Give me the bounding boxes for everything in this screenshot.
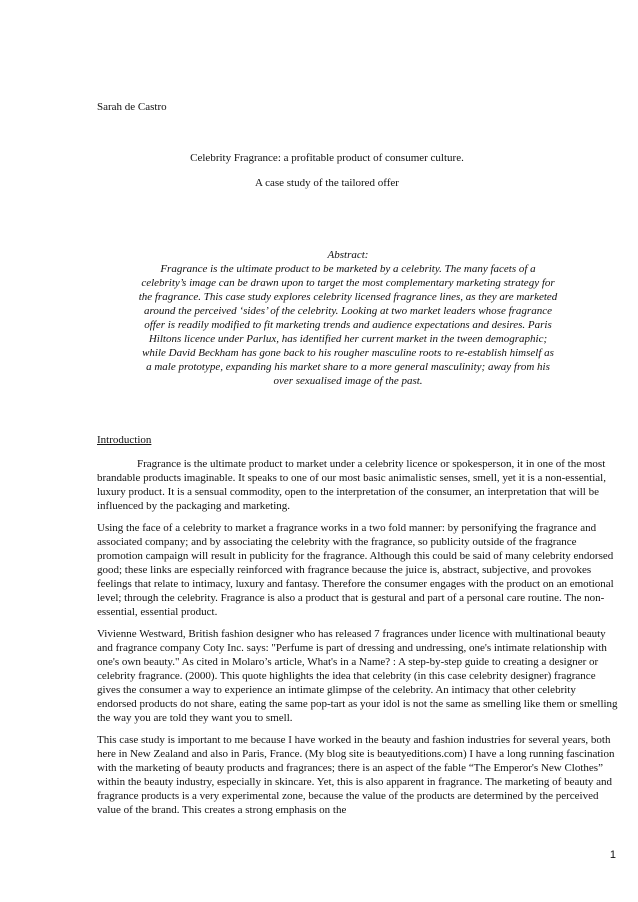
abstract-block: [138, 248, 558, 388]
paper-title: Celebrity Fragrance: a profitable product of consumer culture.: [190, 152, 464, 164]
paragraph: Using the face of a celebrity to market a fragrance works in a two fold manner: by personifying the fragrance and associated company; and by associating the celebrity with the fragrance, so publicity outside of the fragrance promotion campaign will result in publicity for the fragrance. Although this could be said of many celebrity endorsed good; these links are especially reinforced with fragrance because the juice is, abstract, subjective, and provokes feelings that relate to intimacy, luxury and fantasy. Therefore the consumer engages with the product on an emotional level; through the celebrity. Fragrance is also a product that is gestural and part of a personal care routine. The non-essential, essential product.: [97, 522, 614, 618]
author-name: Sarah de Castro: [97, 101, 167, 113]
page-number: 1: [609, 849, 616, 861]
paper-subtitle: A case study of the tailored offer: [255, 177, 399, 189]
abstract-heading: Abstract:: [327, 249, 369, 261]
introduction-body: [97, 457, 618, 825]
paragraph: Vivienne Westward, British fashion designer who has released 7 fragrances under licence with multinational beauty and fragrance company Coty Inc. says: "Perfume is part of dressing and undressing, one's intimate relationship with one's own beauty." As cited in Molaro’s article, What's in a Name? : A step-by-step guide to creating a designer or celebrity fragrance. (2000). This quote highlights the idea that celebrity (in this case celebrity designer) fragrance gives the consumer a way to experience an intimate glimpse of the celebrity. An intimacy that other celebrity endorsed products do not share, eating the same pop-tart as your idol is not the same as smelling like them or smelling the way you are told they want you to smell.: [97, 628, 618, 724]
abstract-text: Fragrance is the ultimate product to be marketed by a celebrity. The many facets of a celebrity’s image can be drawn upon to target the most complementary marketing strategy for the fragrance. This case study explores celebrity licensed fragrance lines, as they are marketed around the perceived ‘sides’ of the celebrity. Looking at two market leaders whose fragrance offer is readily modified to fit marketing trends and audience expectations and desires. Paris Hiltons licence under Parlux, has identified her current market in the tween demographic; while David Beckham has gone back to his rougher masculine roots to re-establish himself as a male prototype, expanding his market share to a more general masculinity; away from his over sexualised image of the past.: [138, 263, 558, 387]
section-heading-introduction: Introduction: [97, 434, 152, 446]
paragraph: This case study is important to me because I have worked in the beauty and fashion industries for several years, both here in New Zealand and also in Paris, France. (My blog site is beautyeditions.com) I have a long running fascination with the marketing of beauty products and fragrances; there is an aspect of the fable “The Emperor's New Clothes” within the beauty industry, especially in skincare. Yet, this is also apparent in fragrance. The marketing of beauty and fragrance products is a very experimental zone, because the value of the products are determined by the perceived value of the brand. This creates a strong emphasis on the: [97, 734, 615, 816]
paragraph: Fragrance is the ultimate product to market under a celebrity licence or spokesperson, it in one of the most brandable products imaginable. It speaks to one of our most basic animalistic senses, smell, yet it is a non-essential, luxury product. It is a sensual commodity, open to the interpretation of the consumer, an interpretation that will be influenced by the packaging and marketing.: [97, 458, 606, 512]
